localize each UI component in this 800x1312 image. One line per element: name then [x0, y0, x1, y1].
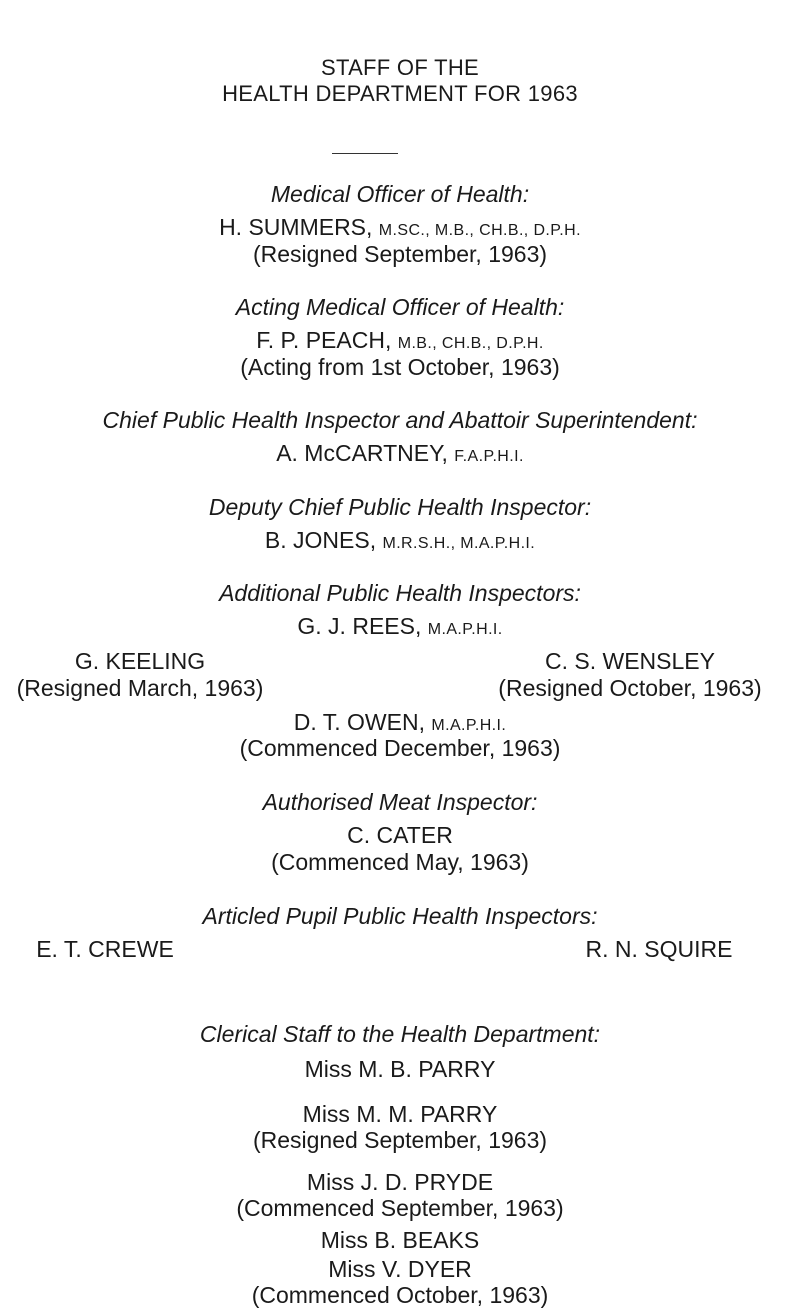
title-line-1: STAFF OF THE	[320, 55, 479, 80]
rees-quals: M.A.P.H.I.	[427, 621, 503, 638]
title-divider	[332, 153, 398, 154]
clerical-staff-4: Miss B. BEAKS	[320, 1227, 480, 1253]
moh-heading: Medical Officer of Health:	[270, 181, 530, 207]
clerical-staff-3: Miss J. D. PRYDE	[306, 1169, 494, 1195]
acting-moh-name-line	[0, 328, 800, 353]
wensley-note: (Resigned October, 1963)	[498, 675, 762, 701]
clerical-staff-1: Miss M. B. PARRY	[304, 1056, 496, 1082]
acting-moh-note: (Acting from 1st October, 1963)	[240, 354, 560, 380]
acting-moh-heading: Acting Medical Officer of Health:	[235, 294, 565, 320]
owen-quals: M.A.P.H.I.	[431, 717, 507, 734]
moh-name: H. SUMMERS,	[219, 214, 373, 240]
chief-phi-name-line	[0, 441, 800, 466]
owen-line	[0, 710, 800, 735]
meat-heading: Authorised Meat Inspector:	[262, 789, 538, 815]
moh-name-line	[0, 215, 800, 240]
clerical-staff-2-note: (Resigned September, 1963)	[252, 1127, 548, 1153]
meat-note: (Commenced May, 1963)	[271, 849, 529, 875]
meat-name: C. CATER	[347, 822, 453, 848]
owen-name: D. T. OWEN,	[293, 709, 425, 735]
keeling-name: G. KEELING	[74, 648, 206, 674]
acting-moh-name: F. P. PEACH,	[256, 327, 392, 353]
keeling-note: (Resigned March, 1963)	[16, 675, 264, 701]
moh-note: (Resigned September, 1963)	[252, 241, 548, 267]
clerical-staff-2: Miss M. M. PARRY	[302, 1101, 498, 1127]
owen-note: (Commenced December, 1963)	[239, 735, 561, 761]
acting-moh-quals: M.B., CH.B., D.P.H.	[397, 335, 544, 352]
clerical-staff-3-note: (Commenced September, 1963)	[236, 1195, 564, 1221]
title-line-2: HEALTH DEPARTMENT FOR 1963	[222, 81, 578, 106]
clerical-heading: Clerical Staff to the Health Department:	[199, 1021, 601, 1047]
deputy-name: B. JONES,	[264, 527, 377, 553]
chief-phi-heading: Chief Public Health Inspector and Abattoir Superintendent:	[102, 407, 698, 433]
chief-phi-name: A. McCARTNEY,	[276, 440, 448, 466]
rees-name: G. J. REES,	[297, 613, 422, 639]
wensley-name: C. S. WENSLEY	[545, 648, 715, 674]
moh-quals: M.SC., M.B., CH.B., D.P.H.	[378, 222, 581, 239]
clerical-staff-5: Miss V. DYER	[328, 1256, 472, 1282]
chief-phi-quals: F.A.P.H.I.	[454, 448, 524, 465]
pupil-right: R. N. SQUIRE	[585, 936, 733, 962]
additional-heading: Additional Public Health Inspectors:	[219, 580, 581, 606]
clerical-staff-5-note: (Commenced October, 1963)	[251, 1282, 549, 1308]
deputy-quals: M.R.S.H., M.A.P.H.I.	[382, 535, 536, 552]
rees-line	[0, 614, 800, 639]
deputy-heading: Deputy Chief Public Health Inspector:	[208, 494, 592, 520]
deputy-name-line	[0, 528, 800, 553]
pupil-left: E. T. CREWE	[36, 936, 174, 962]
pupils-heading: Articled Pupil Public Health Inspectors:	[202, 903, 598, 929]
